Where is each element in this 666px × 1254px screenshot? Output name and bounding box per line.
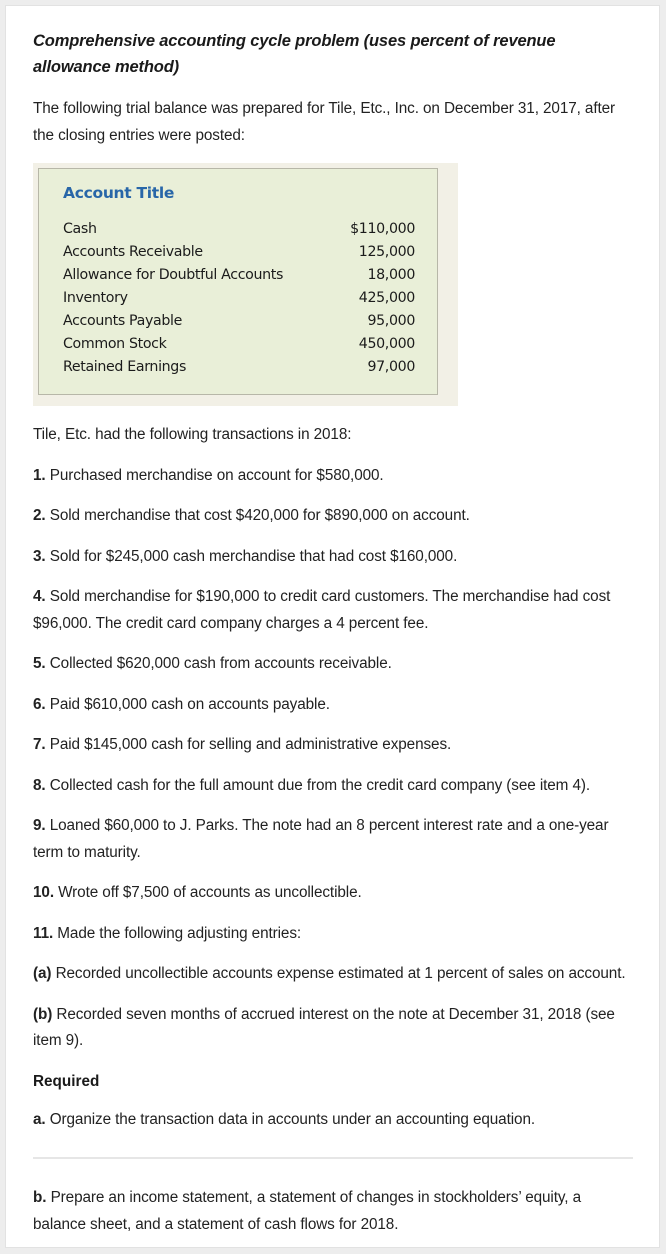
transaction-item bbox=[33, 961, 633, 988]
account-amount-cell: 97,000 bbox=[367, 359, 415, 375]
transaction-item bbox=[33, 503, 633, 530]
account-title-cell: Allowance for Doubtful Accounts bbox=[63, 267, 284, 283]
transaction-item-text: Recorded uncollectible accounts expense estimated at 1 percent of sales on account. bbox=[55, 965, 626, 982]
transaction-item-marker: 5. bbox=[33, 655, 46, 672]
document-card bbox=[5, 5, 660, 1248]
table-row bbox=[63, 334, 415, 357]
transaction-item bbox=[33, 651, 633, 678]
table-row bbox=[63, 265, 415, 288]
transaction-item bbox=[33, 880, 633, 907]
transaction-item-text: Sold merchandise for $190,000 to credit card customers. The merchandise had cost $96,000. The credit card company charges a 4 percent fee. bbox=[33, 588, 611, 632]
required-heading: Required bbox=[33, 1072, 100, 1090]
transaction-item-marker: 4. bbox=[33, 588, 46, 605]
required-item bbox=[33, 1185, 633, 1238]
transaction-item-marker: 10. bbox=[33, 884, 54, 901]
transaction-item-marker: 8. bbox=[33, 776, 46, 794]
account-amount-cell: 95,000 bbox=[367, 313, 415, 329]
table-row bbox=[63, 219, 415, 242]
required-item-marker: a. bbox=[33, 1110, 46, 1128]
transaction-item-marker: 11. bbox=[33, 924, 54, 942]
trial-balance-header: Account Title bbox=[63, 184, 175, 202]
account-title-cell: Accounts Receivable bbox=[63, 244, 203, 260]
section-divider bbox=[33, 1157, 633, 1159]
transaction-item bbox=[33, 544, 633, 571]
table-row bbox=[63, 288, 415, 311]
transaction-item-text: Collected cash for the full amount due from the credit card company (see item 4). bbox=[49, 776, 591, 794]
required-item bbox=[33, 1107, 633, 1134]
account-title-cell: Inventory bbox=[63, 290, 128, 306]
transaction-item-marker: 6. bbox=[33, 695, 46, 713]
transaction-item-text: Loaned $60,000 to J. Parks. The note had an 8 percent interest rate and a one-year term to maturity. bbox=[33, 817, 609, 861]
transaction-item-text: Sold merchandise that cost $420,000 for $890,000 on account. bbox=[49, 507, 470, 524]
transaction-item bbox=[33, 463, 633, 490]
account-title-cell: Cash bbox=[63, 221, 97, 237]
transaction-item-marker: 7. bbox=[33, 736, 46, 753]
account-title-cell: Accounts Payable bbox=[63, 313, 182, 329]
transaction-item-text: Paid $145,000 cash for selling and administrative expenses. bbox=[49, 736, 452, 753]
intro-paragraph: The following trial balance was prepared for Tile, Etc., Inc. on December 31, 2017, after the closing entries were posted: bbox=[33, 100, 616, 144]
transaction-item-text: Purchased merchandise on account for $580,000. bbox=[49, 466, 384, 484]
transaction-item bbox=[33, 813, 633, 866]
required-item-marker: b. bbox=[33, 1189, 47, 1206]
transaction-item bbox=[33, 732, 633, 759]
transaction-item-marker: 3. bbox=[33, 547, 46, 565]
transaction-item-marker: 2. bbox=[33, 507, 46, 524]
account-amount-cell: 450,000 bbox=[358, 336, 415, 352]
transaction-item bbox=[33, 1002, 633, 1055]
required-item-text: Organize the transaction data in accounts under an accounting equation. bbox=[49, 1110, 536, 1128]
transaction-item-text: Made the following adjusting entries: bbox=[57, 924, 302, 942]
transaction-item-text: Collected $620,000 cash from accounts receivable. bbox=[49, 655, 392, 672]
trial-balance-panel bbox=[33, 163, 458, 406]
transaction-list bbox=[33, 463, 633, 1055]
required-item-text: Prepare an income statement, a statement of changes in stockholders’ equity, a balance sheet, and a statement of cash flows for 2018. bbox=[33, 1189, 581, 1233]
document-content bbox=[6, 6, 659, 1238]
trial-balance-box bbox=[38, 168, 438, 395]
transaction-item bbox=[33, 584, 633, 637]
transaction-item-marker: (b) bbox=[33, 1005, 53, 1023]
table-row bbox=[63, 357, 415, 380]
transaction-item-text: Paid $610,000 cash on accounts payable. bbox=[49, 695, 330, 713]
page-title: Comprehensive accounting cycle problem (uses percent of revenue allowance method) bbox=[33, 32, 556, 76]
account-title-cell: Common Stock bbox=[63, 336, 167, 352]
trial-balance-table bbox=[63, 219, 415, 380]
transaction-item-text: Wrote off $7,500 of accounts as uncollectible. bbox=[58, 884, 362, 901]
transaction-item bbox=[33, 773, 633, 800]
table-row bbox=[63, 311, 415, 334]
account-amount-cell: 125,000 bbox=[358, 244, 415, 260]
account-title-cell: Retained Earnings bbox=[63, 359, 186, 375]
transaction-item-marker: (a) bbox=[33, 965, 52, 982]
transactions-lead: Tile, Etc. had the following transactions in 2018: bbox=[33, 426, 352, 443]
table-row bbox=[63, 242, 415, 265]
transaction-item-text: Recorded seven months of accrued interest on the note at December 31, 2018 (see item 9). bbox=[33, 1005, 615, 1049]
transaction-item bbox=[33, 692, 633, 719]
account-amount-cell: $110,000 bbox=[350, 221, 415, 237]
transaction-item bbox=[33, 921, 633, 948]
transaction-item-marker: 1. bbox=[33, 466, 46, 484]
required-items-after-divider bbox=[33, 1185, 633, 1238]
account-amount-cell: 425,000 bbox=[358, 290, 415, 306]
transaction-item-marker: 9. bbox=[33, 817, 46, 834]
required-items-before-divider bbox=[33, 1107, 633, 1134]
account-amount-cell: 18,000 bbox=[367, 267, 415, 283]
transaction-item-text: Sold for $245,000 cash merchandise that had cost $160,000. bbox=[49, 547, 458, 565]
